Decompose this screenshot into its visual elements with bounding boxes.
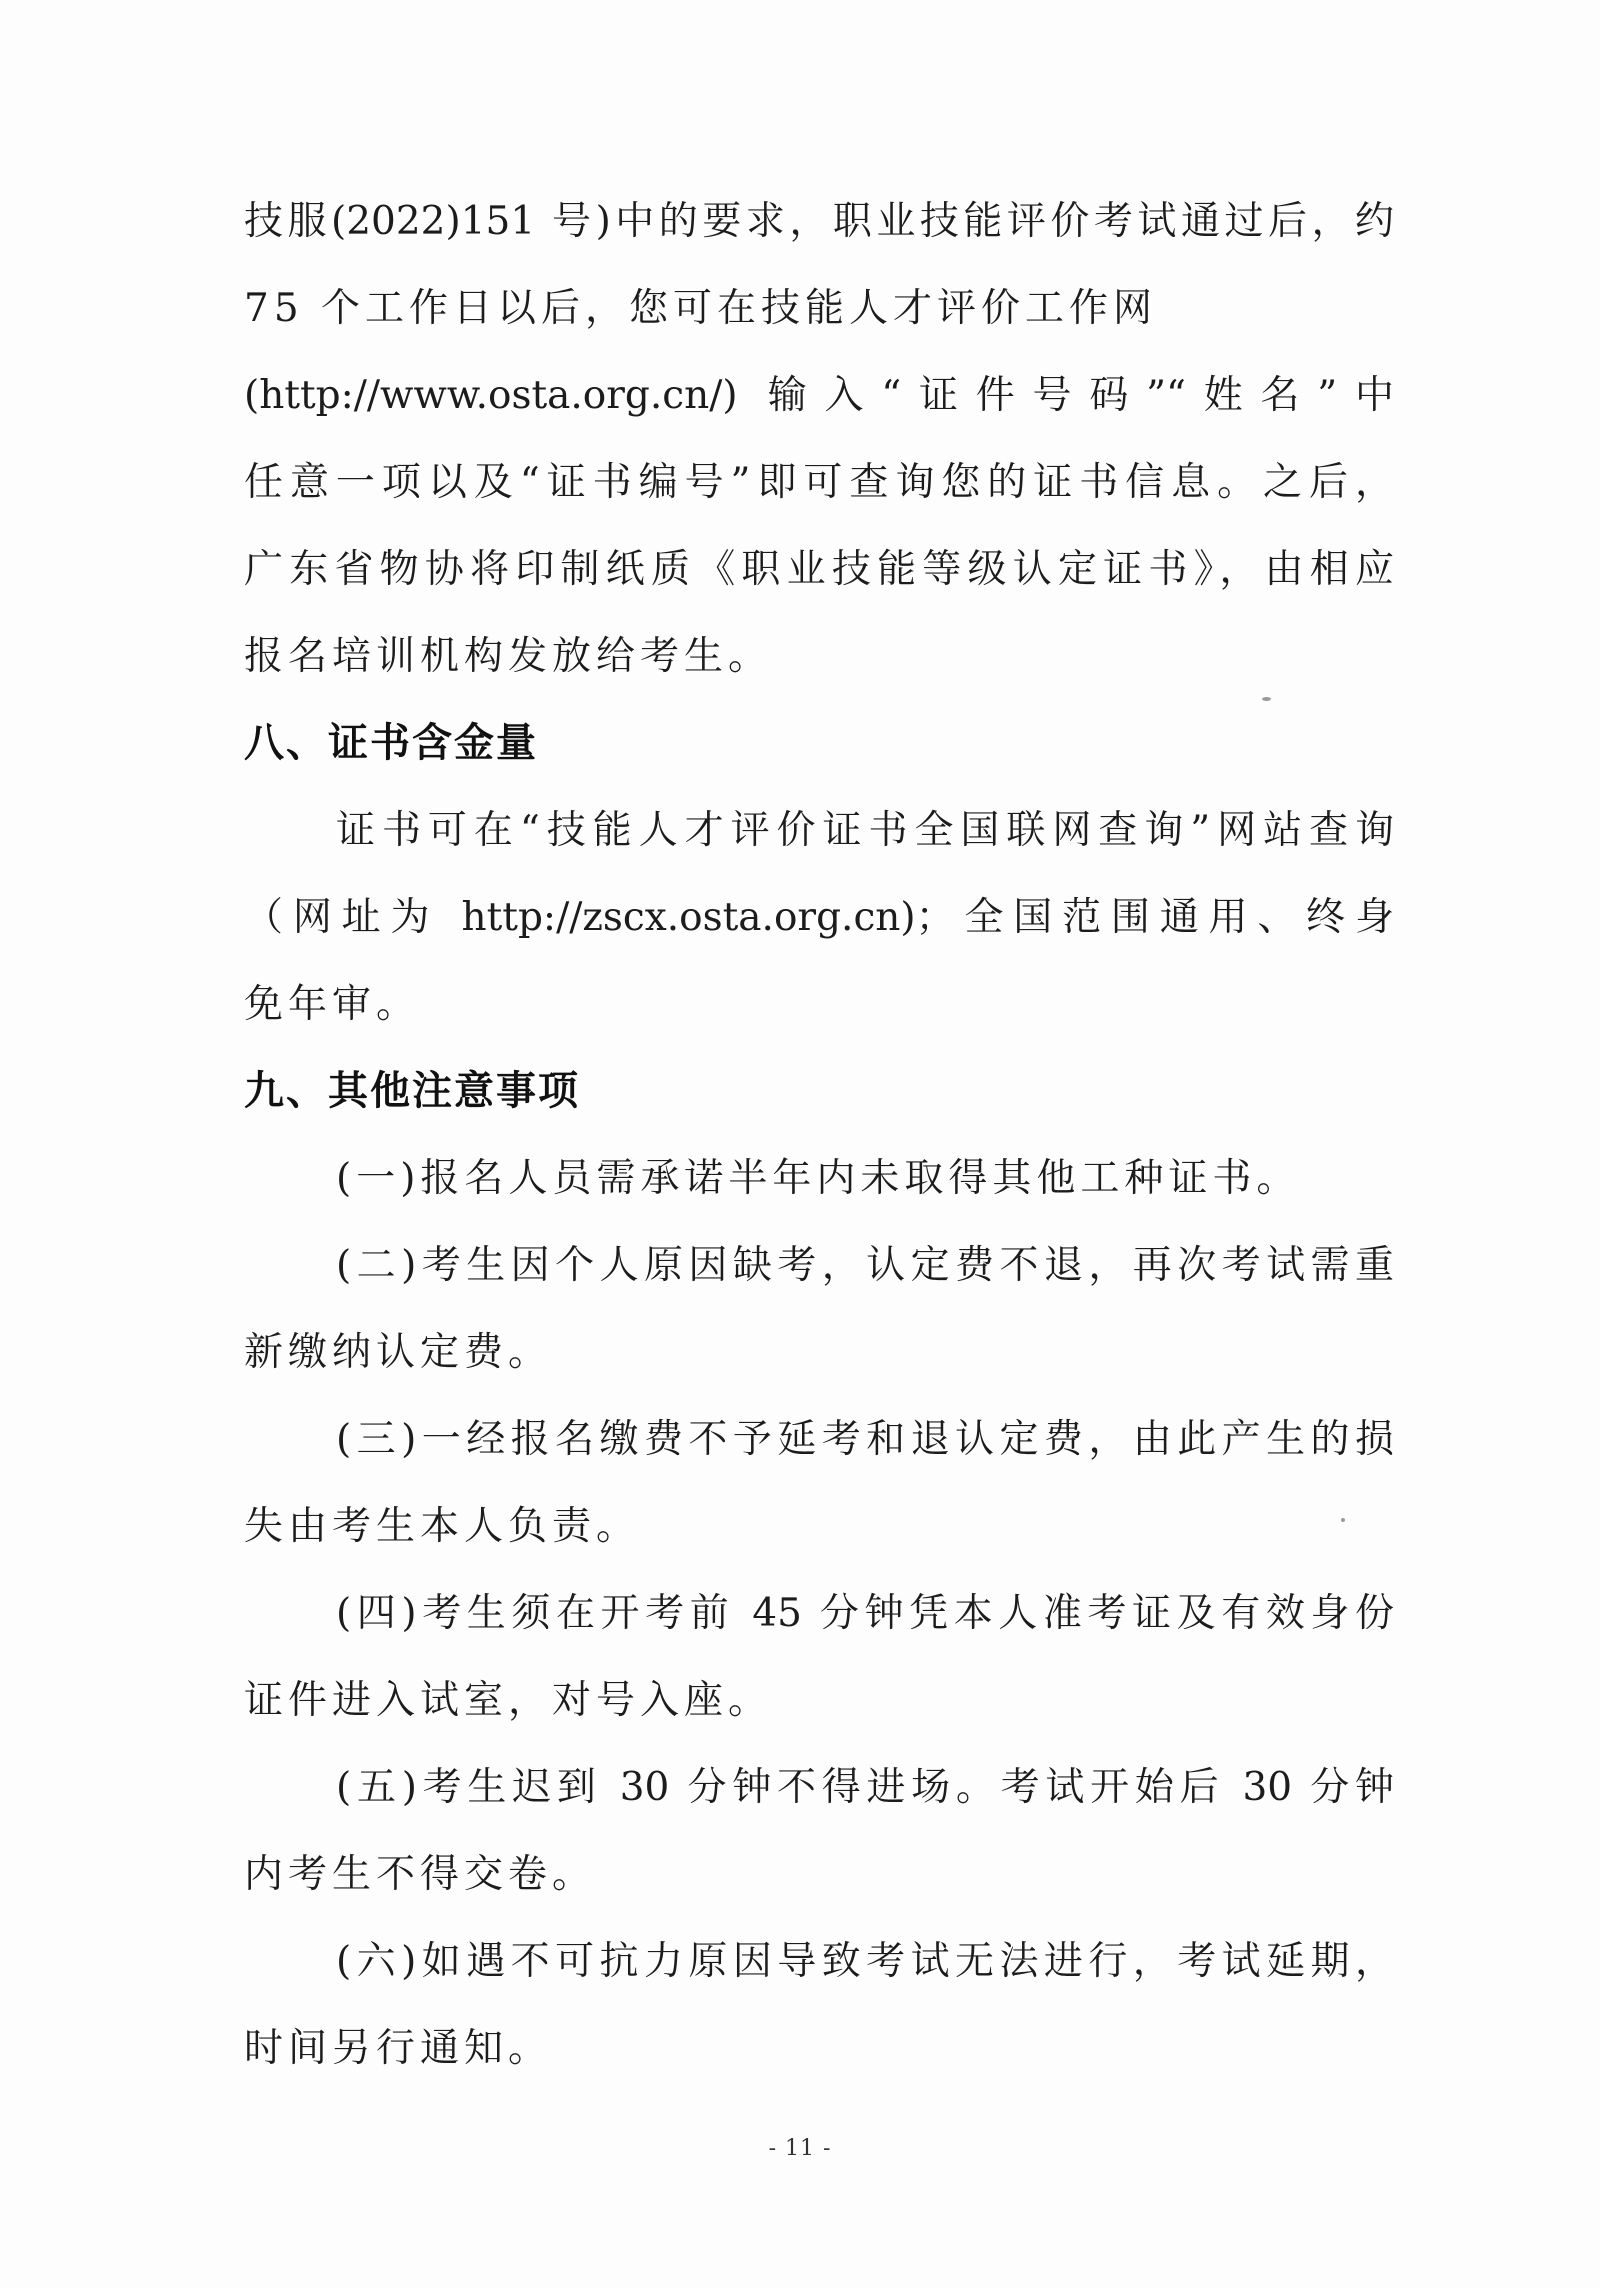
text-line: (http://www.osta.org.cn/) 输入“证件号码”“姓名”中 [244,373,1394,418]
paragraph-certificate-query [244,178,1394,700]
scan-speck [1341,1518,1345,1522]
notice-item-1 [244,1135,1394,1222]
text-line: （网址为 http://zscx.osta.org.cn)；全国范围通用、终身 [244,895,1394,940]
scan-speck [1262,697,1271,701]
text-line: (五)考生迟到 30 分钟不得进场。考试开始后 30 分钟 [336,1765,1394,1810]
text-line: (二)考生因个人原因缺考，认定费不退，再次考试需重 [336,1243,1394,1288]
notice-item-2 [244,1222,1394,1396]
page-number: - 11 - [768,2136,832,2161]
section-heading-9: 九、其他注意事项 [244,1068,580,1114]
text-line: (四)考生须在开考前 45 分钟凭本人准考证及有效身份 [336,1591,1394,1636]
text-line: (三)一经报名缴费不予延考和退认定费，由此产生的损 [336,1417,1394,1462]
paragraph-certificate-value [244,787,1394,1048]
text-line: 任意一项以及“证书编号”即可查询您的证书信息。之后， [244,460,1394,505]
text-line: 技服(2022)151 号)中的要求，职业技能评价考试通过后，约 [244,199,1394,244]
text-line: (一)报名人员需承诺半年内未取得其他工种证书。 [336,1156,1301,1201]
text-line: 证件进入试室，对号入座。 [244,1678,773,1723]
text-line: 内考生不得交卷。 [244,1852,597,1897]
text-line: 免年审。 [244,982,421,1027]
text-line: 广东省物协将印制纸质《职业技能等级认定证书》，由相应 [244,547,1394,592]
section-heading-8: 八、证书含金量 [244,720,538,766]
text-line: 75 个工作日以后，您可在技能人才评价工作网 [244,286,1158,331]
notice-item-6 [244,1918,1394,2092]
document-body [244,178,1394,2092]
text-line: 时间另行通知。 [244,2026,553,2071]
text-line: 失由考生本人负责。 [244,1504,641,1549]
text-line: 证书可在“技能人才评价证书全国联网查询”网站查询 [336,808,1394,853]
notice-item-4 [244,1570,1394,1744]
text-line: 新缴纳认定费。 [244,1330,553,1375]
text-line: (六)如遇不可抗力原因导致考试无法进行，考试延期， [336,1939,1394,1984]
notice-item-3 [244,1396,1394,1570]
notice-item-5 [244,1744,1394,1918]
text-line: 报名培训机构发放给考生。 [244,634,773,679]
